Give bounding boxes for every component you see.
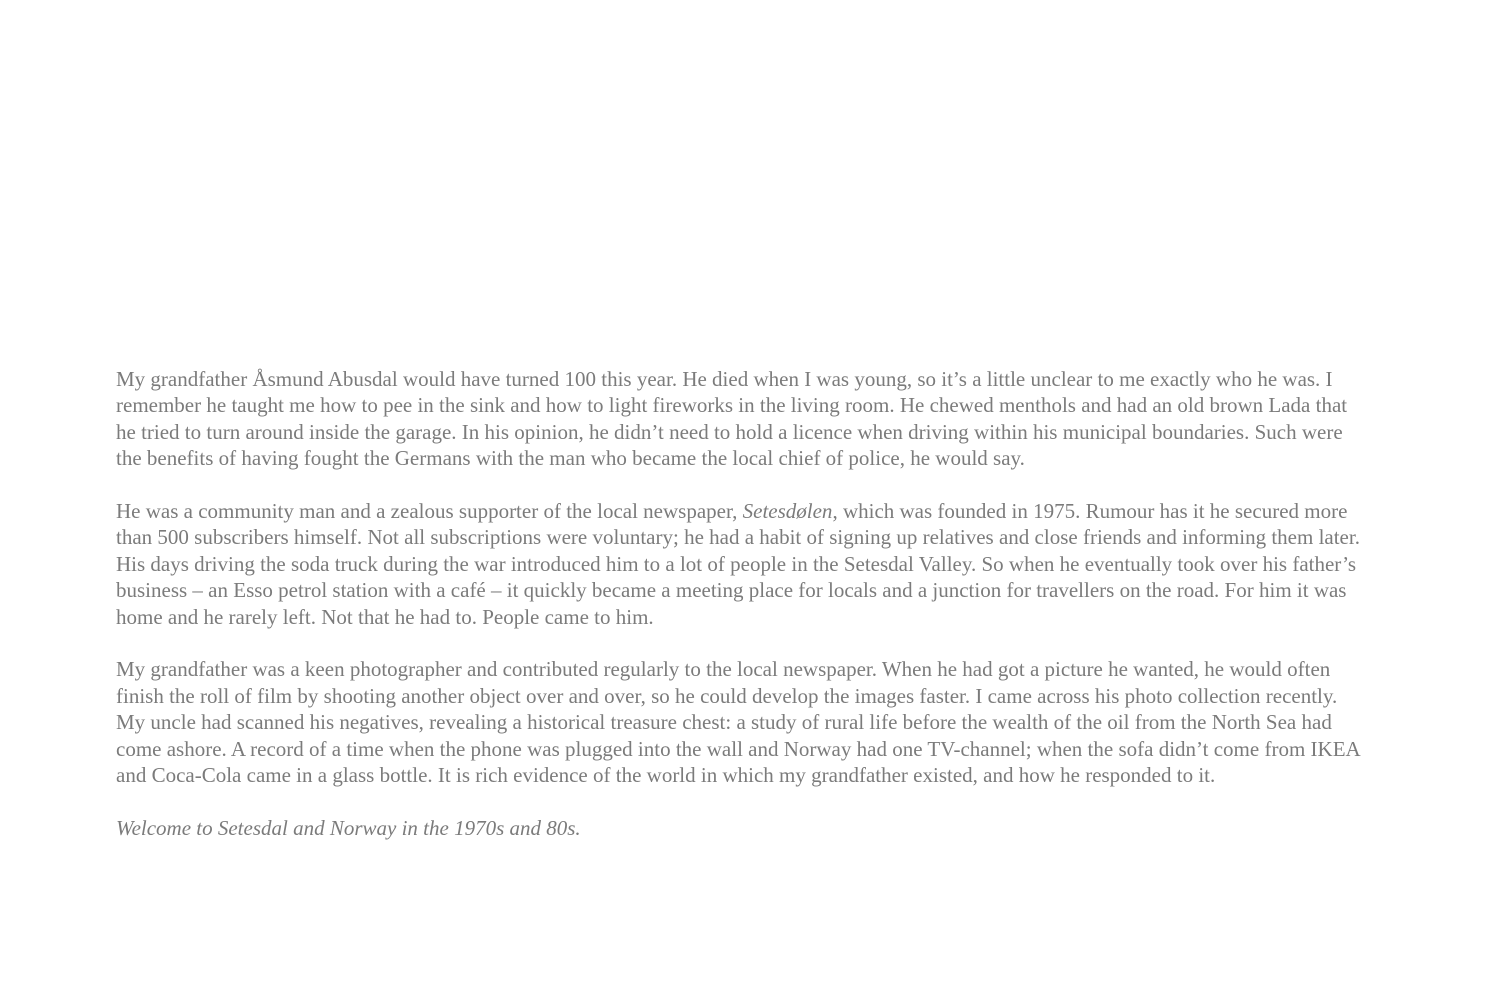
paragraph-grandfather-intro: My grandfather Åsmund Abusdal would have turned 100 this year. He died when I was young, so it’s a little unclear to me exactly who he was. I remember he taught me how to pee in the sink and how to light fireworks in the living room. He chewed menthols and had an old brown Lada that he tried to turn around inside the garage. In his opinion, he didn’t need to hold a licence when driving within his municipal boundaries. Such were the benefits of having fought the Germans with the man who became the local chief of police, he would say.	[116, 367, 1348, 471]
newspaper-name: Setesdølen	[742, 499, 833, 524]
paragraph-community-text-start: He was a community man and a zealous supporter of the local newspaper,	[116, 499, 743, 524]
paragraph-photographer: My grandfather was a keen photographer and contributed regularly to the local newspaper. When he had got a picture he wanted, he would often finish the roll of film by shooting another object over and over, so he could develop the images faster. I came across his photo collection recently. My uncle had scanned his negatives, revealing a historical treasure chest: a study of rural life before the wealth of the oil from the North Sea had come ashore. A record of a time when the phone was plugged into the wall and Norway had one TV-channel; when the sofa didn’t come from IKEA and Coca-Cola came in a glass bottle. It is rich evidence of the world in which my grandfather existed, and how he responded to it.	[116, 657, 1360, 788]
paragraph-community-text-end: , which was founded in 1975. Rumour has it he secured more than 500 subscribers himself. Not all subscriptions were voluntary; he had a habit of signing up relatives and close friends and informing them later. His days driving the soda truck during the war introduced him to a lot of people in the Setesdal Valley. So when he eventually took over his father’s business – an Esso petrol station with a café – it quickly became a meeting place for locals and a junction for travellers on the road. For him it was home and he rarely left. Not that he had to. People came to him.	[116, 499, 1360, 629]
closing-line	[116, 815, 1366, 841]
body-text	[116, 366, 1366, 841]
paragraph-community-man	[116, 498, 1366, 630]
closing-text: Welcome to Setesdal and Norway in the 1970s and 80s.	[116, 815, 581, 840]
